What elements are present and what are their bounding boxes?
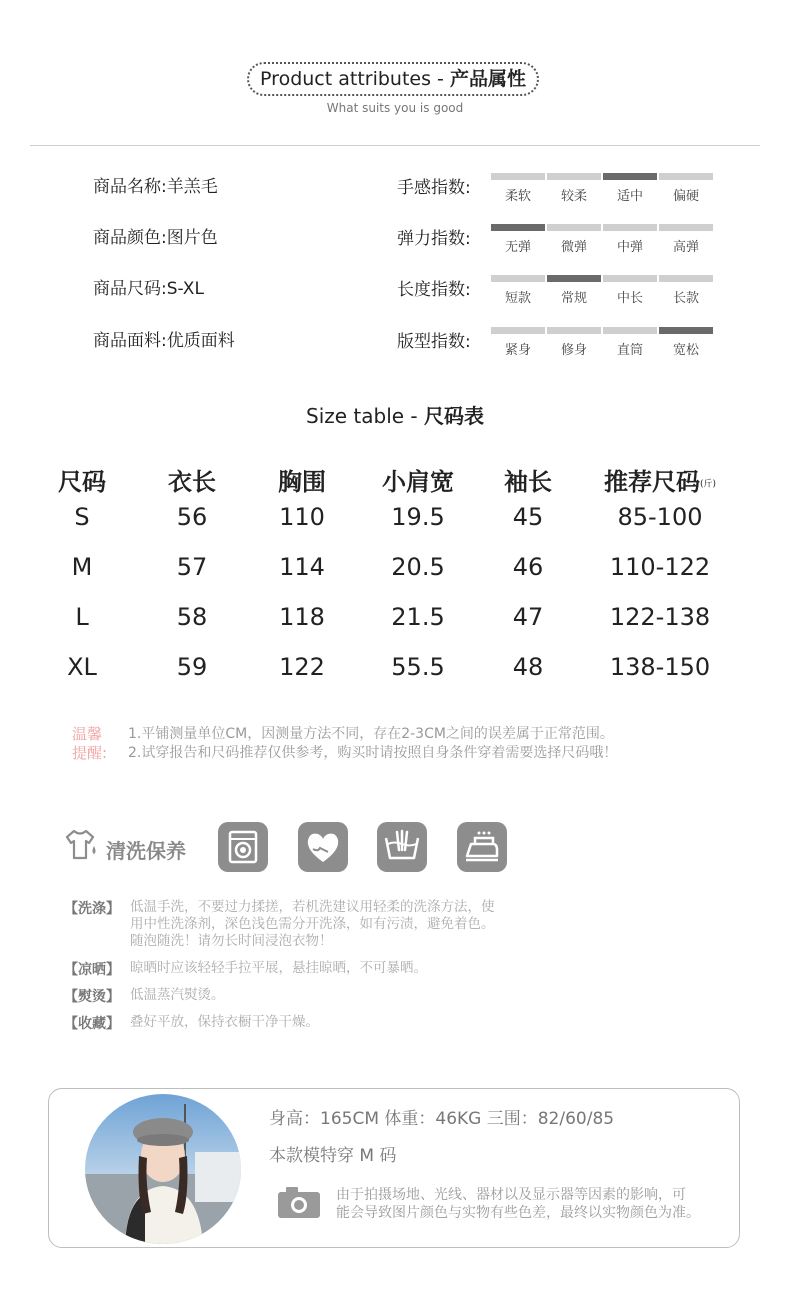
care-title: 清洗保养 <box>106 839 186 863</box>
care-text: 随泡随洗！请勿长时间浸泡衣物！ <box>130 933 333 949</box>
index-option-label: 偏硬 <box>672 189 699 204</box>
index-segment <box>603 224 657 255</box>
header-title-en: Product attributes - <box>260 68 450 90</box>
header-subtitle: What suits you is good <box>326 101 464 115</box>
care-text: 用中性洗涤剂，深色浅色需分开洗涤，如有污渍，避免着色。 <box>130 916 495 932</box>
size-table-cell: 110 <box>279 503 325 531</box>
care-label: 【收藏】 <box>64 1016 120 1032</box>
index-option-label: 长款 <box>672 291 699 306</box>
size-table-cell: 21.5 <box>391 603 445 631</box>
size-table-cell: 122-138 <box>609 603 711 631</box>
index-segment <box>547 224 601 255</box>
header-title-cn: 产品属性 <box>449 68 526 90</box>
index-option-label: 微弹 <box>560 240 587 255</box>
size-table-header-text: 胸围 <box>278 468 326 496</box>
size-table-header-text: 袖长 <box>504 468 552 496</box>
model-size-worn: 本款模特穿 M 码 <box>269 1146 397 1166</box>
header-title <box>247 62 539 96</box>
index-option-label: 短款 <box>504 291 531 306</box>
index-bar <box>659 173 713 180</box>
heart-hand-wash-icon <box>298 822 348 872</box>
index-bar <box>603 224 657 231</box>
care-text: 低温手洗，不要过力揉搓，若机洗建议用轻柔的洗涤方法，使 <box>130 899 495 915</box>
note-line-1: 1.平铺测量单位CM，因测量方法不同，存在2-3CM之间的误差属于正常范围。 <box>128 726 614 742</box>
index-option-label: 修身 <box>560 343 587 358</box>
index-bar-selected <box>491 224 545 231</box>
index-bar-selected <box>547 275 601 282</box>
tshirt-drop-icon <box>64 828 100 862</box>
index-segment <box>547 173 601 204</box>
index-segment <box>603 327 657 358</box>
index-option-label: 较柔 <box>560 189 587 204</box>
index-option-label: 直筒 <box>616 343 643 358</box>
index-bar <box>659 224 713 231</box>
size-table-header-text: 小肩宽 <box>382 468 454 496</box>
size-table-cell: 45 <box>512 503 544 531</box>
note-tag-2: 提醒: <box>72 744 108 762</box>
size-table-cell: 118 <box>279 603 325 631</box>
attr-color: 商品颜色:图片色 <box>93 228 218 248</box>
index-segment <box>659 173 713 204</box>
size-table-cell: S <box>74 503 90 531</box>
size-table-cell: 20.5 <box>391 553 445 581</box>
size-table-title-cn: 尺码表 <box>424 404 484 428</box>
size-table-cell: 19.5 <box>391 503 445 531</box>
camera-icon <box>276 1184 322 1220</box>
size-table-cell: XL <box>67 653 97 681</box>
care-text: 晾晒时应该轻轻手拉平展，悬挂晾晒，不可暴晒。 <box>130 960 427 976</box>
index-option-label: 柔软 <box>504 189 531 204</box>
index-bar <box>491 173 545 180</box>
care-label: 【凉晒】 <box>64 962 120 978</box>
size-table-cell: 55.5 <box>391 653 445 681</box>
size-table-cell: 110-122 <box>609 553 711 581</box>
index-option-label: 无弹 <box>504 240 531 255</box>
size-table-cell: 138-150 <box>609 653 711 681</box>
index-bar-selected <box>603 173 657 180</box>
attr-fabric: 商品面料:优质面料 <box>93 331 235 351</box>
size-table-cell: 58 <box>176 603 208 631</box>
model-avatar <box>85 1094 241 1244</box>
size-table-header <box>590 462 730 497</box>
index-option-label: 宽松 <box>672 343 699 358</box>
index-bar <box>547 327 601 334</box>
index-bar <box>547 224 601 231</box>
size-table-cell: 59 <box>176 653 208 681</box>
index-segment <box>603 275 657 306</box>
size-table-cell: M <box>71 553 93 581</box>
model-stats: 身高：165CM 体重：46KG 三围：82/60/85 <box>269 1109 615 1129</box>
size-table-cell: 47 <box>512 603 544 631</box>
size-table-cell: 48 <box>512 653 544 681</box>
index-option-label: 常规 <box>560 291 587 306</box>
size-table-title-en: Size table - <box>306 404 424 428</box>
size-table-cell: 46 <box>512 553 544 581</box>
attr-name: 商品名称:羊羔毛 <box>93 177 218 197</box>
index-segment <box>603 173 657 204</box>
hand-wash-basin-icon <box>377 822 427 872</box>
size-table-cell: 56 <box>176 503 208 531</box>
index-segment <box>491 327 545 358</box>
index-label: 弹力指数: <box>397 229 471 249</box>
care-text: 低温蒸汽熨烫。 <box>130 987 225 1003</box>
index-segment <box>547 275 601 306</box>
size-table-header <box>458 462 598 497</box>
care-text: 叠好平放，保持衣橱干净干燥。 <box>130 1014 319 1030</box>
index-segment <box>659 327 713 358</box>
index-label: 手感指数: <box>397 178 471 198</box>
size-table-cell: L <box>75 603 89 631</box>
washing-machine-icon <box>218 822 268 872</box>
note-line-2: 2.试穿报告和尺码推荐仅供参考，购买时请按照自身条件穿着需要选择尺码哦！ <box>128 745 618 761</box>
note-tag-1: 温馨 <box>72 725 103 743</box>
index-option-label: 中弹 <box>616 240 643 255</box>
disclaimer-line-2: 能会导致图片颜色与实物有些色差，最终以实物颜色为准。 <box>336 1205 700 1221</box>
size-table-unit: (斤) <box>699 479 717 490</box>
index-option-label: 适中 <box>616 189 643 204</box>
index-bar <box>491 327 545 334</box>
index-label: 版型指数: <box>397 332 471 352</box>
index-option-label: 紧身 <box>504 343 531 358</box>
header-divider <box>30 145 760 146</box>
index-label: 长度指数: <box>397 280 471 300</box>
attr-size: 商品尺码:S-XL <box>93 279 204 299</box>
size-table-cell: 57 <box>176 553 208 581</box>
index-bar <box>547 173 601 180</box>
size-table-title <box>0 400 790 429</box>
index-segment <box>491 173 545 204</box>
size-table-cell: 122 <box>279 653 325 681</box>
index-segment <box>547 327 601 358</box>
index-bar <box>659 275 713 282</box>
size-table-cell: 85-100 <box>617 503 703 531</box>
size-table-header-text: 衣长 <box>168 468 216 496</box>
size-table-cell: 114 <box>279 553 325 581</box>
index-option-label: 高弹 <box>672 240 699 255</box>
index-segment <box>491 275 545 306</box>
size-table-header-text: 推荐尺码 <box>603 468 700 496</box>
care-label: 【洗涤】 <box>64 901 120 917</box>
index-segment <box>491 224 545 255</box>
iron-icon <box>457 822 507 872</box>
size-table-header-text: 尺码 <box>58 468 106 496</box>
index-bar <box>491 275 545 282</box>
care-label: 【熨烫】 <box>64 989 120 1005</box>
index-bar <box>603 275 657 282</box>
index-segment <box>659 224 713 255</box>
disclaimer-line-1: 由于拍摄场地、光线、器材以及显示器等因素的影响，可 <box>336 1187 686 1203</box>
index-option-label: 中长 <box>616 291 643 306</box>
index-bar <box>603 327 657 334</box>
index-bar-selected <box>659 327 713 334</box>
index-segment <box>659 275 713 306</box>
